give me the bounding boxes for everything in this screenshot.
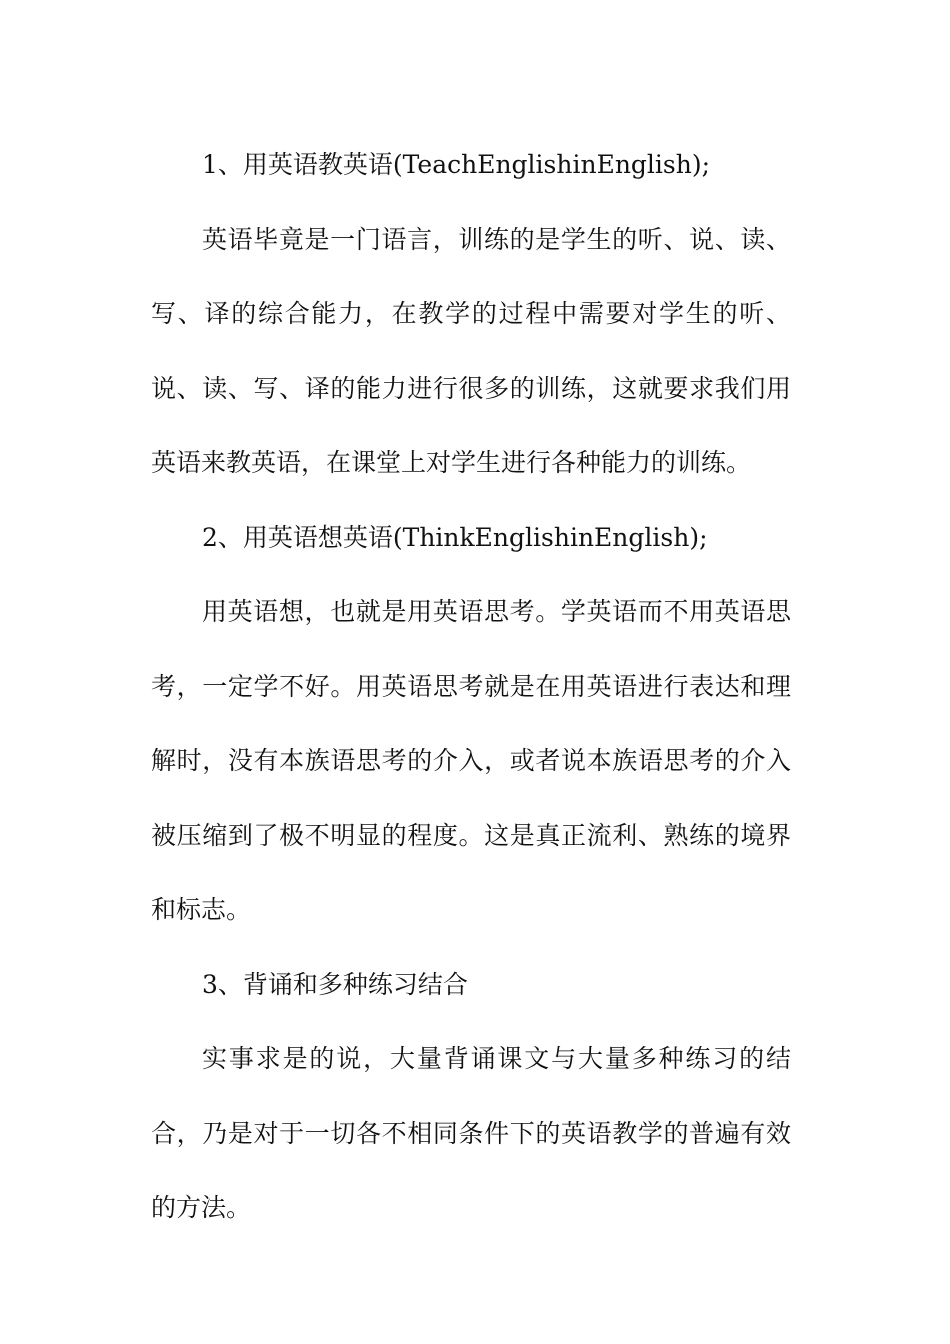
heading-teach-english: 1、用英语教英语(TeachEnglishinEnglish); xyxy=(202,150,711,179)
heading-think-english: 2、用英语想英语(ThinkEnglishinEnglish); xyxy=(202,522,708,552)
document-body xyxy=(151,128,791,1246)
paragraph-recitation-practice: 实事求是的说，大量背诵课文与大量多种练习的结合，乃是对于一切各不相同条件下的英语教学的普遍有效的方法。 xyxy=(151,1044,791,1222)
heading-recitation-practice: 3、背诵和多种练习结合 xyxy=(202,969,468,999)
paragraph-teach-english: 英语毕竟是一门语言，训练的是学生的听、说、读、写、译的综合能力，在教学的过程中需要对学生的听、说、读、写、译的能力进行很多的训练，这就要求我们用英语来教英语，在课堂上对学生进行各种能力的训练。 xyxy=(151,224,791,477)
paragraph-think-english: 用英语想，也就是用英语思考。学英语而不用英语思考，一定学不好。用英语思考就是在用英语进行表达和理解时，没有本族语思考的介入，或者说本族语思考的介入被压缩到了极不明显的程度。这是真正流利、熟练的境界和标志。 xyxy=(151,597,791,924)
